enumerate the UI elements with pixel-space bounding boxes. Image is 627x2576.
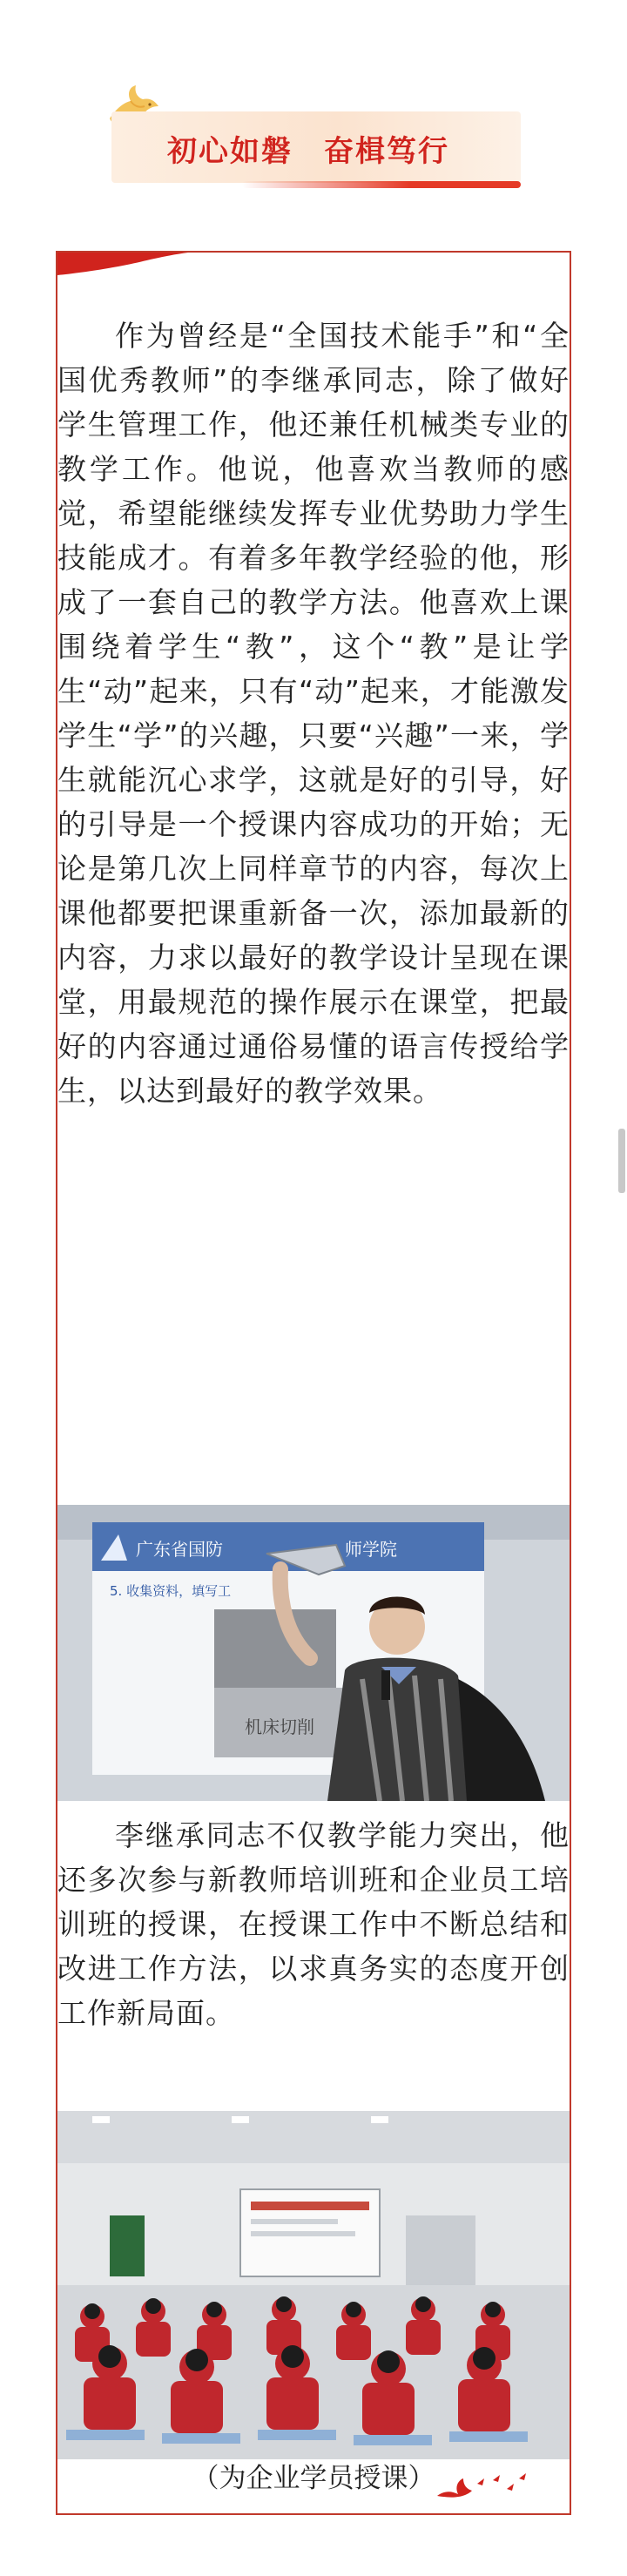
article-paragraph-2: 李继承同志不仅教学能力突出，他还多次参与新教师培训班和企业员工培训班的授课，在授课工作中不断总结和改进工作方法，以求真务实的态度开创工作新局面。 bbox=[57, 1818, 570, 2030]
slide-line: 5. 收集资料，填写工 bbox=[110, 1583, 232, 1599]
banner-text: 广东省国防 bbox=[136, 1539, 223, 1560]
header-banner bbox=[103, 84, 526, 206]
article-paragraph-1: 作为曾经是“全国技术能手”和“全国优秀教师”的李继承同志，除了做好学生管理工作，他还兼任机械类专业的教学工作。他说，他喜欢当教师的感觉，希望能继续发挥专业优势助力学生技能成才。有着多年教学经验的他，形成了一套自己的教学方法。他喜欢上课围绕着学生“教”，这个“教”是让学生“动”起来，只有“动”起来，才能激发学生“学”的兴趣，只要“兴趣”一来，学生就能沉心求学，这就是好的引导，好的引导是一个授课内容成功的开始；无论是第几次上同样章节的内容，每次上课他都要把课重新备一次，添加最新的内容，力求以最好的教学设计呈现在课堂，用最规范的操作展示在课堂，把最好的内容通过通俗易懂的语言传授给学生，以达到最好的教学效果。 bbox=[57, 319, 570, 1108]
classroom-photo-illustration bbox=[57, 2111, 570, 2459]
dove-flock-icon bbox=[432, 2461, 536, 2503]
photo-caption: （为企业学员授课） bbox=[192, 2463, 435, 2494]
teaching-photo bbox=[57, 1505, 570, 1801]
slide-label: 机床切削 bbox=[245, 1716, 314, 1737]
teaching-photo-illustration bbox=[57, 1505, 570, 1801]
scrollbar-thumb[interactable] bbox=[618, 1129, 625, 1193]
banner-text-2: 师学院 bbox=[345, 1539, 397, 1560]
header-title: 初心如磐 奋楫笃行 bbox=[167, 134, 449, 169]
frame-corner-tab bbox=[57, 253, 188, 275]
classroom-photo bbox=[57, 2111, 570, 2459]
